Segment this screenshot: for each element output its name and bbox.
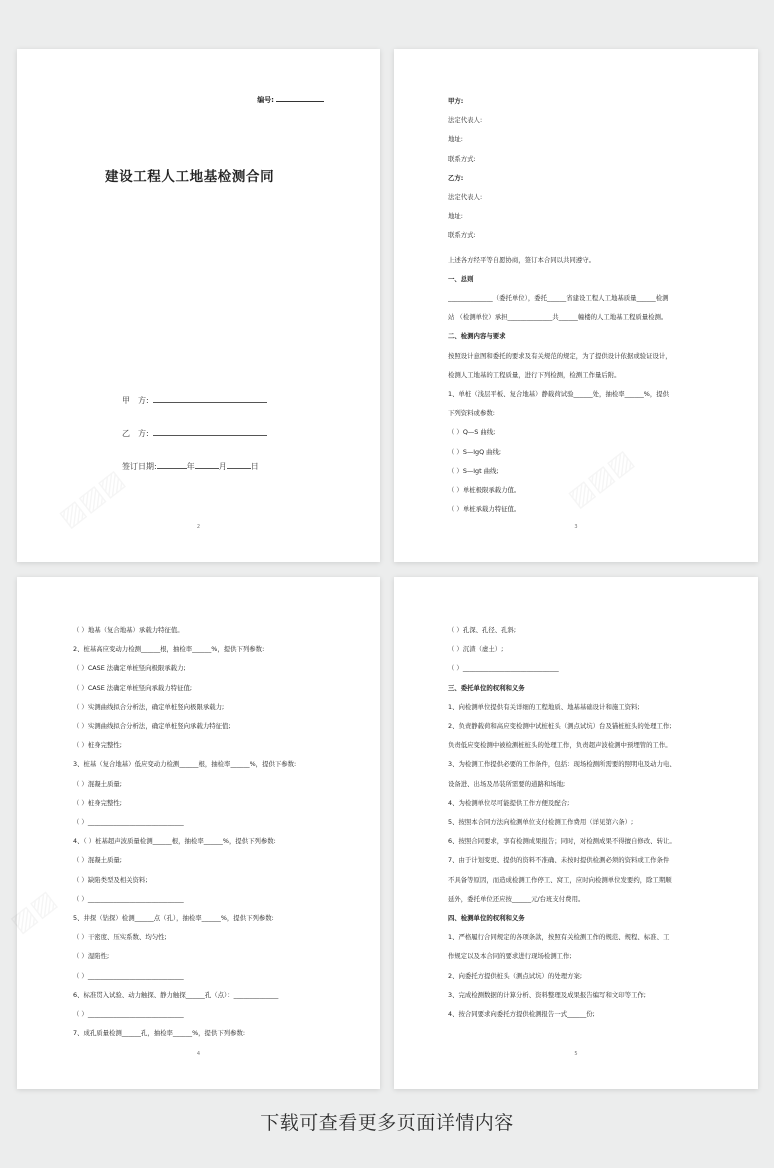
text-line: （ ）CASE 法确定单桩竖向极限承载力; (73, 664, 186, 673)
party-b-label: 乙 方: (122, 429, 149, 438)
text-line: 三、委托单位的权利和义务 (448, 683, 525, 692)
text-line: 作规定以及本合同的要求进行现场检测工作; (448, 952, 572, 961)
text-line: 3、桩基（复合地基）低应变动力检测______根，抽检率______%，提供下参数: (73, 760, 297, 769)
text-line: 2、桩基高应变动力检测______根，抽检率______%，提供下列参数: (73, 645, 265, 654)
text-line: 一、总则 (448, 274, 474, 283)
text-line: 联系方式: (448, 231, 476, 240)
text-line: ______________（委托单位），委托______省建设工程人工地基质量______检测 (448, 294, 669, 303)
text-line: 设备进、出场及吊装所需要的道路和场地; (448, 779, 566, 788)
sign-date-line (122, 460, 259, 472)
year-blank (157, 460, 187, 469)
text-line: 按照设计意图和委托的要求及有关规范的规定，为了提供设计依据或验证设计， (448, 351, 672, 360)
party-b-blank (153, 427, 267, 436)
text-line: （ ）孔深、孔径、孔斜; (448, 626, 517, 634)
page-4-text (73, 621, 328, 1043)
text-line: （ ）CASE 法确定单桩竖向承载力特征值; (73, 683, 193, 692)
text-line: 延外，委托单位还应按______元/台班支付费用。 (448, 894, 585, 903)
text-line: 下列资料或参数: (448, 409, 495, 418)
text-line: （ ）混凝土质量; (73, 856, 122, 865)
text-line: （ ）单桩承载力特征值。 (448, 505, 521, 514)
text-line: 负责低应变检测中被检测桩桩头的处理工作，负责超声波检测中预埋管的工作。 (448, 741, 672, 750)
text-line: （ ）地基（复合地基）承载力特征值。 (73, 626, 184, 634)
text-line: 地址: (448, 212, 463, 221)
text-line: （ ）______________________________ (73, 971, 184, 980)
text-line: 4、（ ）桩基超声波质量检测______根，抽检率______%，提供下列参数: (73, 837, 276, 846)
text-line: 2、向委托方提供桩头（测点试坑）的处理方案; (448, 971, 583, 980)
page-3-text (448, 92, 704, 519)
text-line: 上述各方经平等自愿协商，签订本合同以共同遵守。 (448, 255, 595, 264)
text-line: （ ）单桩极限承载力值。 (448, 486, 521, 495)
text-line: 法定代表人: (448, 193, 483, 202)
text-line: 6、按照合同要求，享有检测成果报告；同时，对检测成果不得擅自修改、转让。 (448, 837, 676, 846)
text-line: 4、按合同要求向委托方提供检测报告一式______份; (448, 1010, 595, 1019)
text-line: 四、检测单位的权利和义务 (448, 914, 525, 923)
text-line: （ ）Q—S 曲线; (448, 428, 496, 437)
party-a-label: 甲 方: (122, 396, 149, 405)
download-more-caption: 下载可查看更多页面详情内容 (260, 1112, 514, 1134)
text-line: 4、为检测单位尽可能提供工作方便及配合; (448, 798, 570, 807)
text-line: 地址: (448, 135, 463, 144)
document-page-cover (17, 49, 380, 562)
document-page-3 (394, 49, 758, 562)
text-line: （ ）湿陷性; (73, 952, 110, 961)
day-label: 日 (250, 462, 259, 471)
text-line: 7、成孔质量检测______孔，抽检率______%，提供下列参数: (73, 1029, 246, 1038)
text-line: （ ）______________________________ (73, 818, 184, 827)
page-number: 3 (574, 524, 578, 530)
code-blank-line (276, 94, 324, 102)
text-line: （ ）桩身完整性; (73, 798, 122, 807)
month-label: 月 (218, 462, 227, 471)
text-line: （ ）______________________________ (73, 894, 184, 903)
text-line: 1、向检测单位提供有关详细的工程地质、地基基础设计和施工资料; (448, 702, 640, 711)
text-line: （ ）实测曲线拟合分析法，确定单桩竖向极限承载力; (73, 702, 225, 711)
text-line: 1、严格履行合同规定的各项条款，按照有关检测工作的规范、规程、标准、工 (448, 933, 670, 942)
page-5-text (448, 621, 704, 1024)
text-line: 联系方式: (448, 154, 476, 163)
document-page-4 (17, 577, 380, 1089)
text-line: （ ）______________________________ (448, 664, 559, 673)
text-line: 7、由于计划变更、提供的资料不准确、未按时提供检测必须的资料或工作条件 (448, 856, 670, 865)
text-line: （ ）实测曲线拟合分析法，确定单桩竖向承载力特征值; (73, 722, 231, 731)
text-line: 3、为检测工作提供必要的工作条件，包括：现场检测所需要的照明电及动力电、 (448, 760, 676, 769)
text-line: 二、检测内容与要求 (448, 332, 506, 341)
text-line: 6、标准贯入试验、动力触探、静力触探______孔（点）：______________ (73, 990, 279, 999)
text-line: （ ）S—lgt 曲线; (448, 466, 499, 475)
text-line: 乙方: (448, 173, 464, 182)
page-number: 2 (196, 524, 201, 530)
text-line: （ ）______________________________ (73, 1010, 184, 1019)
month-blank (195, 460, 219, 469)
year-label: 年 (186, 462, 195, 471)
text-line: （ ）混凝土质量; (73, 779, 122, 788)
party-a-line (122, 394, 267, 406)
text-line: 甲方: (448, 97, 464, 105)
text-line: 5、井探（钻探）检测______点（孔），抽检率______%，提供下列参数: (73, 914, 274, 923)
sign-date-label: 签订日期: (122, 462, 157, 471)
text-line: 法定代表人: (448, 116, 483, 125)
page-number: 5 (574, 1051, 578, 1057)
text-line: （ ）桩身完整性; (73, 741, 122, 750)
text-line: （ ）干密度、压实系数、均匀性; (73, 933, 167, 942)
text-line: （ ）沉渣（虚土）; (448, 645, 504, 654)
text-line: 5、按照本合同方法向检测单位支付检测工作费用（详见第六条）; (448, 818, 634, 827)
text-line: 检测人工地基的工程质量，进行下列检测，检测工作量后附。 (448, 370, 621, 379)
contract-code-label: 编号: (257, 96, 274, 104)
text-line: 不具备等原因，而造成检测工作停工、窝工，应时向检测单位发要约，除工期顺 (448, 875, 672, 884)
page-number: 4 (196, 1051, 201, 1057)
text-line: （ ）S—lgQ 曲线; (448, 447, 502, 456)
document-page-5 (394, 577, 758, 1089)
contract-code (257, 94, 324, 105)
party-a-blank (153, 394, 267, 403)
party-b-line (122, 427, 267, 439)
text-line: 2、负责静载荷和高应变检测中试桩桩头（测点试坑）台及锚桩桩头的处理工作; (448, 722, 672, 731)
text-line: （ ）缺陷类型及相关资料; (73, 875, 148, 884)
day-blank (227, 460, 251, 469)
watermark (5, 885, 62, 939)
text-line: 站 （检测单位）承担______________共______幢楼的人工地基工程质量检测。 (448, 313, 668, 322)
contract-title: 建设工程人工地基检测合同 (105, 169, 275, 185)
text-line: 3、完成检测数据的计算分析、资料整理及成果报告编写和文印等工作; (448, 990, 646, 999)
text-line: 1、单桩（浅层平板、复合地基）静载荷试验______处，抽检率______%，提供 (448, 390, 670, 399)
